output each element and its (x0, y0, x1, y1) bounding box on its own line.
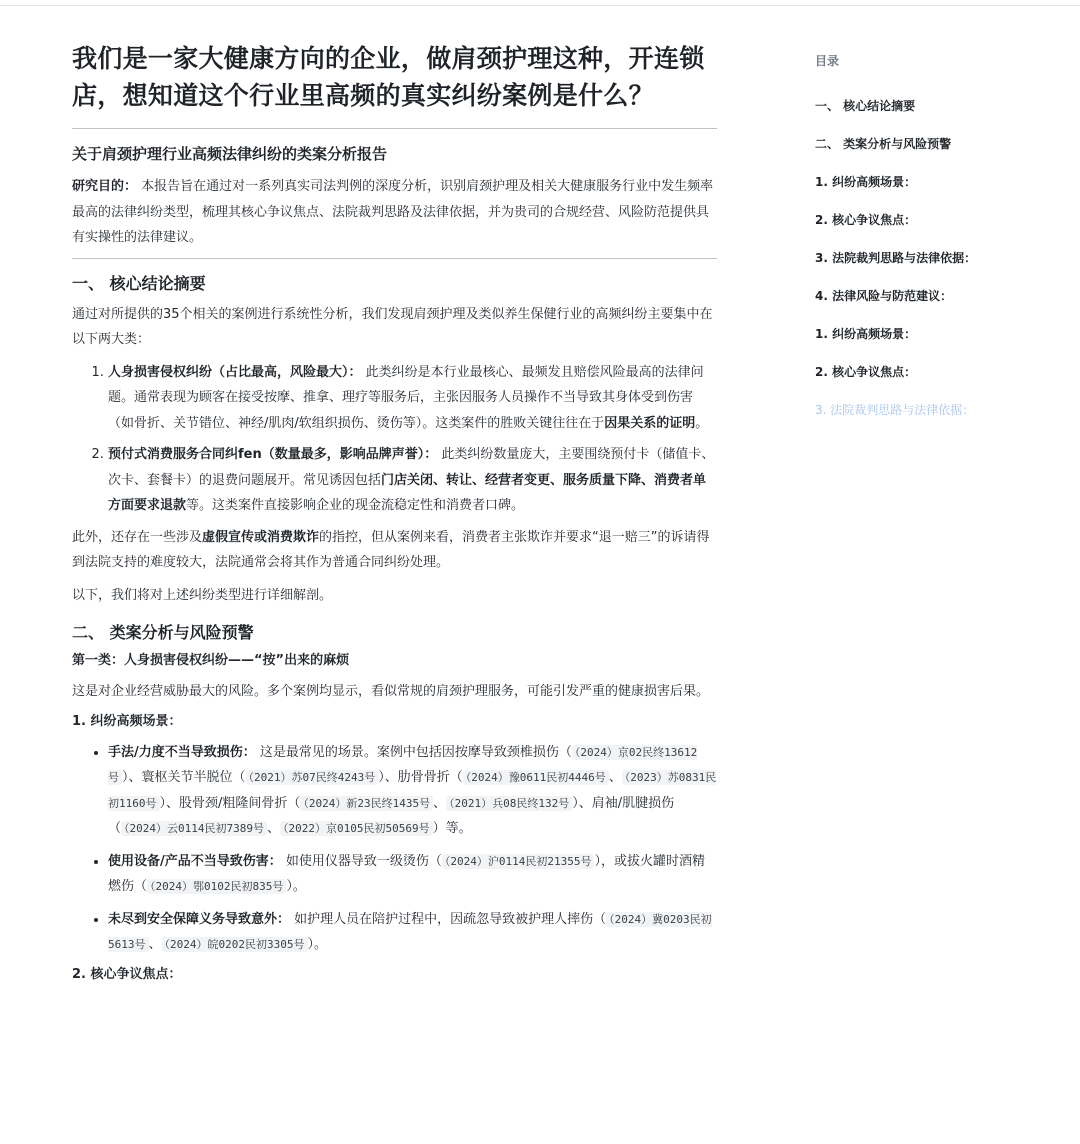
case-number: （2021）苏07民终4243号 (246, 770, 379, 785)
case-number: （2024）沪0114民初21355号 (442, 854, 595, 869)
category-intro: 这是对企业经营威胁最大的风险。多个案例均显示，看似常规的肩颈护理服务，可能引发严重的健康损害后果。 (72, 684, 710, 699)
case-number: （2021）兵08民终132号 (446, 796, 572, 811)
summary-list (72, 360, 717, 519)
text: 、 (267, 821, 281, 836)
text: ）。 (307, 937, 328, 952)
text: ）、肩袖/肌腱损伤（ (108, 795, 675, 836)
text: ）等。 (432, 821, 472, 836)
toc-item-disputes[interactable]: 2. 核心争议焦点： (815, 213, 917, 227)
toc-item-risk-advice[interactable]: 4. 法律风险与防范建议： (815, 289, 953, 303)
case-number: （2022）京0105民初50569号 (280, 821, 433, 836)
purpose-paragraph (72, 174, 717, 251)
toc-title: 目录 (815, 54, 840, 68)
page-title: 我们是一家大健康方向的企业，做肩颈护理这种，开连锁店，想知道这个行业里高频的真实纠纷案例是什么？ (72, 44, 705, 110)
toc-item-court-reasoning[interactable]: 3. 法院裁判思路与法律依据： (815, 251, 977, 265)
article-content (72, 40, 717, 993)
purpose-label: 研究目的： (72, 179, 138, 194)
case-number: （2024）豫0611民初4446号 (463, 770, 609, 785)
toc-item-analysis[interactable]: 二、 类案分析与风险预警 (815, 137, 952, 151)
table-of-contents (815, 52, 1055, 438)
list-item (108, 442, 717, 519)
toc-item-disputes-2[interactable]: 2. 核心争议焦点： (815, 365, 917, 379)
text: 的指控，但从案例来看，消费者主张欺诈并要求“退一赔三”的诉请得到法院支持的难度较大，法院通常会将其作为普通合同纠纷处理。 (72, 529, 710, 570)
text: 、 (148, 937, 162, 952)
section-heading-analysis: 二、 类案分析与风险预警 (72, 623, 254, 642)
item-label: 预付式消费服务合同纠fen（数量最多，影响品牌声誉）： (108, 447, 438, 462)
case-number: （2024）鄂0102民初835号 (147, 879, 286, 894)
text: ）、肋骨骨折（ (378, 770, 463, 785)
subsection-heading: 2. 核心争议焦点： (72, 966, 182, 982)
item-label: 手法/力度不当导致损伤： (108, 744, 256, 760)
text: ）、寰枢关节半脱位（ (122, 770, 246, 785)
list-item (108, 360, 717, 437)
text: ），或拔火罐时酒精燃伤（ (108, 853, 705, 894)
item-text: 等。这类案件直接影响企业的现金流稳定性和消费者口碑。 (186, 498, 525, 513)
text: 、 (433, 795, 447, 811)
case-number: （2024）冀0203民初5613号 (108, 912, 712, 951)
text: 、 (608, 770, 622, 785)
toc-item-court-reasoning-2[interactable]: 3. 法院裁判思路与法律依据： (815, 403, 975, 417)
item-text: 。 (695, 415, 709, 431)
emphasis: 虚假宣传或消费欺诈 (202, 529, 320, 545)
summary-intro: 通过对所提供的35个相关的案例进行系统性分析，我们发现肩颈护理及类似养生保健行业的高频纠纷主要集中在以下两大类： (72, 306, 713, 347)
case-number: （2024）云0114民初7389号 (121, 821, 267, 836)
top-border (0, 0, 1080, 6)
case-number: （2024）皖0202民初3305号 (162, 937, 308, 952)
category-heading: 第一类：人身损害侵权纠纷——“按”出来的麻烦 (72, 653, 350, 668)
text: ）、股骨颈/粗隆间骨折（ (159, 795, 301, 811)
purpose-text: 本报告旨在通过对一系列真实司法判例的深度分析，识别肩颈护理及相关大健康服务行业中发生频率最高的法律纠纷类型，梳理其核心争议焦点、法院裁判思路及法律依据，并为贵司的合规经营、风险防范提供具有实操性的法律建议。 (72, 179, 714, 245)
fraud-paragraph (72, 525, 717, 576)
subsection-heading: 1. 纠纷高频场景： (72, 713, 182, 729)
item-emphasis: 因果关系的证明 (604, 415, 696, 431)
text: 这是最常见的场景。案例中包括因按摩导致颈椎损伤（ (255, 744, 572, 760)
section-heading-summary: 一、 核心结论摘要 (72, 273, 206, 293)
toc-item-scenarios-2[interactable]: 1. 纠纷高频场景： (815, 327, 917, 341)
divider (72, 258, 717, 259)
scenario-list (72, 740, 717, 958)
case-number: （2024）京02民终13612号 (108, 745, 698, 784)
item-label: 未尽到安全保障义务导致意外： (108, 911, 291, 927)
case-number: （2023）苏0831民初1160号 (108, 771, 717, 810)
next-paragraph: 以下，我们将对上述纠纷类型进行详细解剖。 (72, 587, 333, 603)
item-text: 此类纠纷是本行业最核心、最频发且赔偿风险最高的法律问题。通常表现为顾客在接受按摩、推拿、理疗等服务后，主张因服务人员操作不当导致其身体受到伤害（如骨折、关节错位、神经/肌肉/软组织损伤、烫伤等）。这类案件的胜败关键往往在于 (108, 364, 704, 431)
toc-item-summary[interactable]: 一、 核心结论摘要 (815, 99, 916, 113)
item-label: 使用设备/产品不当导致伤害： (108, 853, 282, 869)
text: 如使用仪器导致一级烫伤（ (281, 853, 442, 869)
item-emphasis: 门店关闭、转让、经营者变更、服务质量下降、消费者单方面要求退款 (108, 472, 707, 513)
text: 如护理人员在陪护过程中，因疏忽导致被护理人摔伤（ (290, 911, 607, 927)
item-label: 人身损害侵权纠纷（占比最高，风险最大）： (108, 364, 362, 380)
list-item (108, 740, 717, 842)
item-text: 此类纠纷数量庞大，主要围绕预付卡（储值卡、次卡、套餐卡）的退费问题展开。常见诱因包括 (108, 447, 715, 488)
list-item (108, 907, 717, 958)
toc-item-scenarios[interactable]: 1. 纠纷高频场景： (815, 175, 917, 189)
text: ）。 (286, 879, 306, 894)
report-title: 关于肩颈护理行业高频法律纠纷的类案分析报告 (72, 145, 388, 163)
list-item (108, 849, 717, 900)
text: 此外，还存在一些涉及 (72, 529, 203, 545)
divider (72, 128, 717, 129)
case-number: （2024）新23民终1435号 (300, 796, 433, 811)
